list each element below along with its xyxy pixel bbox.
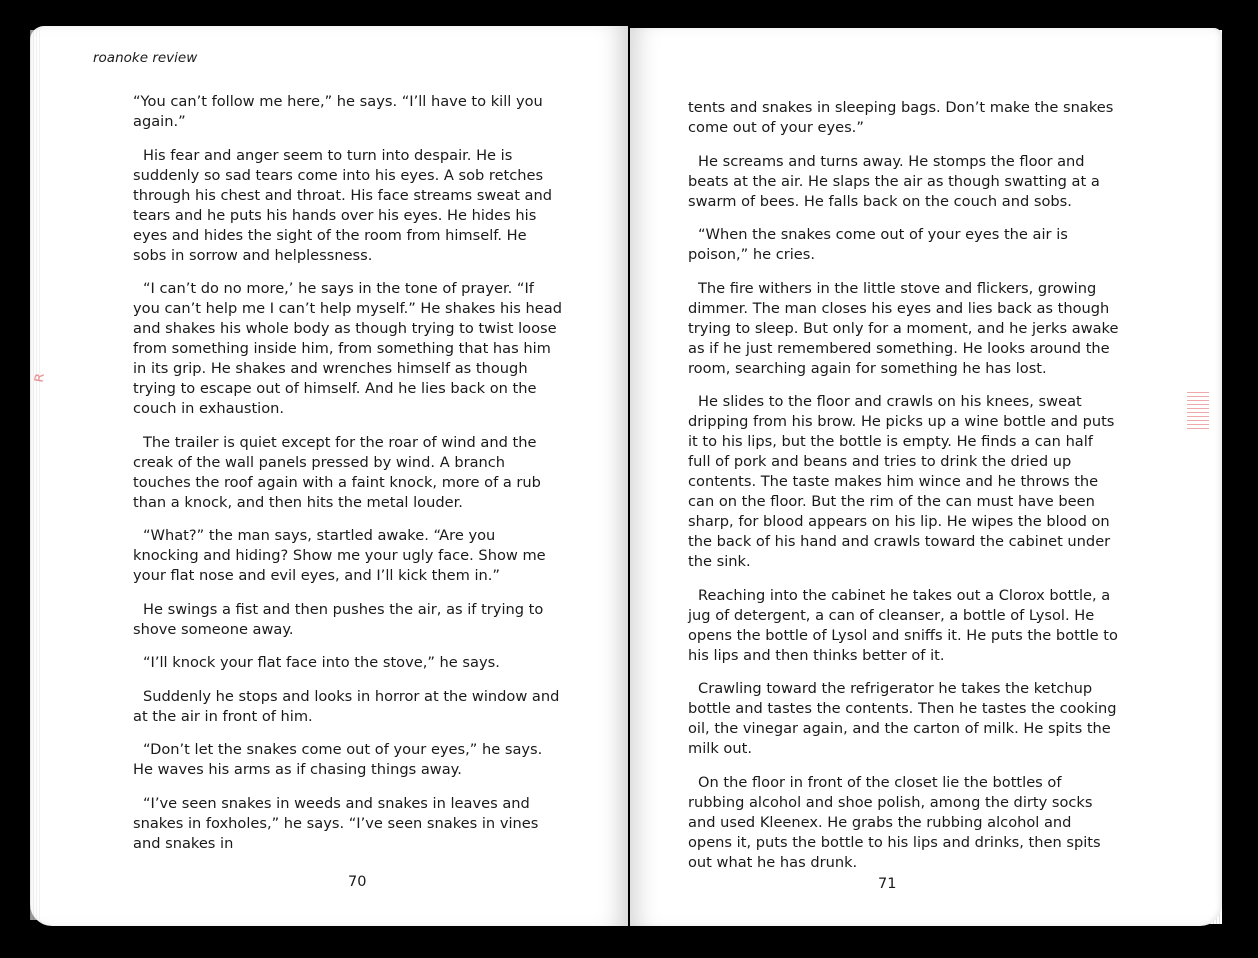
paragraph: “You can’t follow me here,” he says. “I’ll have to kill you again.” (133, 93, 543, 130)
paragraph: “I’ve seen snakes in weeds and snakes in leaves and snakes in foxholes,” he says. “I’ve seen snakes in vines and snakes in (133, 794, 539, 852)
paragraph: He screams and turns away. He stomps the floor and beats at the air. He slaps the air as though swatting at a swarm of bees. He falls back on the couch and sobs. (688, 152, 1100, 210)
paragraph: His fear and anger seem to turn into despair. He is suddenly so sad tears come into his eyes. A sob retches through his chest and throat. His face streams sweat and tears and he puts his hands over his eyes. He hides his eyes and hides the sight of the room from himself. He sobs in sorrow and helplessness. (133, 146, 553, 264)
paragraph: “Don’t let the snakes come out of your eyes,” he says. He waves his arms as if chasing things away. (133, 741, 543, 778)
paragraph: Reaching into the cabinet he takes out a Clorox bottle, a jug of detergent, a can of cleanser, a bottle of Lysol. He opens the bottle of Lysol and sniffs it. He puts the bottle to his lips and then thinks better of it. (688, 586, 1118, 664)
right-page-text (688, 98, 1120, 886)
running-head: roanoke review (93, 50, 198, 66)
paragraph: “When the snakes come out of your eyes the air is poison,” he cries. (688, 226, 1068, 263)
page-edges-left (30, 30, 42, 920)
paragraph: Crawling toward the refrigerator he takes the ketchup bottle and tastes the contents. Then he tastes the cooking oil, the vinegar again, and the carton of milk. He spits the milk out. (688, 680, 1117, 757)
paragraph: tents and snakes in sleeping bags. Don’t make the snakes come out of your eyes.” (688, 99, 1114, 136)
paragraph: The trailer is quiet except for the roar of wind and the creak of the wall panels pressed by wind. A branch touches the roof again with a faint knock, more of a rub than a knock, and then hits the metal louder. (133, 433, 541, 511)
right-page (630, 28, 1222, 926)
paragraph: Suddenly he stops and looks in horror at the window and at the air in front of him. (133, 687, 560, 725)
paragraph: On the floor in front of the closet lie the bottles of rubbing alcohol and shoe polish, among the dirty socks and used Kleenex. He grabs the rubbing alcohol and opens it, puts the bottle to his lips and drinks, then spits out what he has drunk. (688, 773, 1101, 871)
page-number-right: 71 (878, 876, 897, 892)
paragraph: “I’ll knock your flat face into the stove,” he says. (143, 654, 500, 671)
library-stamp-icon (1187, 392, 1209, 432)
paragraph: He swings a fist and then pushes the air, as if trying to shove someone away. (133, 600, 544, 638)
paragraph: The fire withers in the little stove and flickers, growing dimmer. The man closes his eyes and lies back as though trying to sleep. But only for a moment, and he jerks awake as if he just remembered something. He looks around the room, searching again for something he has lost. (688, 279, 1119, 377)
paragraph: He slides to the floor and crawls on his knees, sweat dripping from his brow. He picks up a wine bottle and puts it to his lips, but the bottle is empty. He finds a can half full of pork and beans and tries to drink the dried up contents. The taste makes him wince and he throws the can on the floor. But the rim of the can must have been sharp, for blood appears on his lip. He wipes the blood on the back of his hand and crawls toward the cabinet under the sink. (688, 393, 1115, 570)
left-page-text (133, 92, 563, 867)
red-mark-icon: ʀ (27, 371, 49, 384)
paragraph: “I can’t do no more,’ he says in the tone of prayer. “If you can’t help me I can’t help myself.” He shakes his head and shakes his whole body as though trying to twist loose from something inside him, from something that has him in its grip. He shakes and wrenches himself as though trying to escape out of himself. And he lies back on the couch in exhaustion. (133, 280, 562, 417)
left-page (27, 26, 628, 926)
page-number-left: 70 (348, 874, 367, 890)
paragraph: “What?” the man says, startled awake. “Are you knocking and hiding? Show me your ugly face. Show me your flat nose and evil eyes, and I’ll kick them in.” (133, 527, 546, 584)
